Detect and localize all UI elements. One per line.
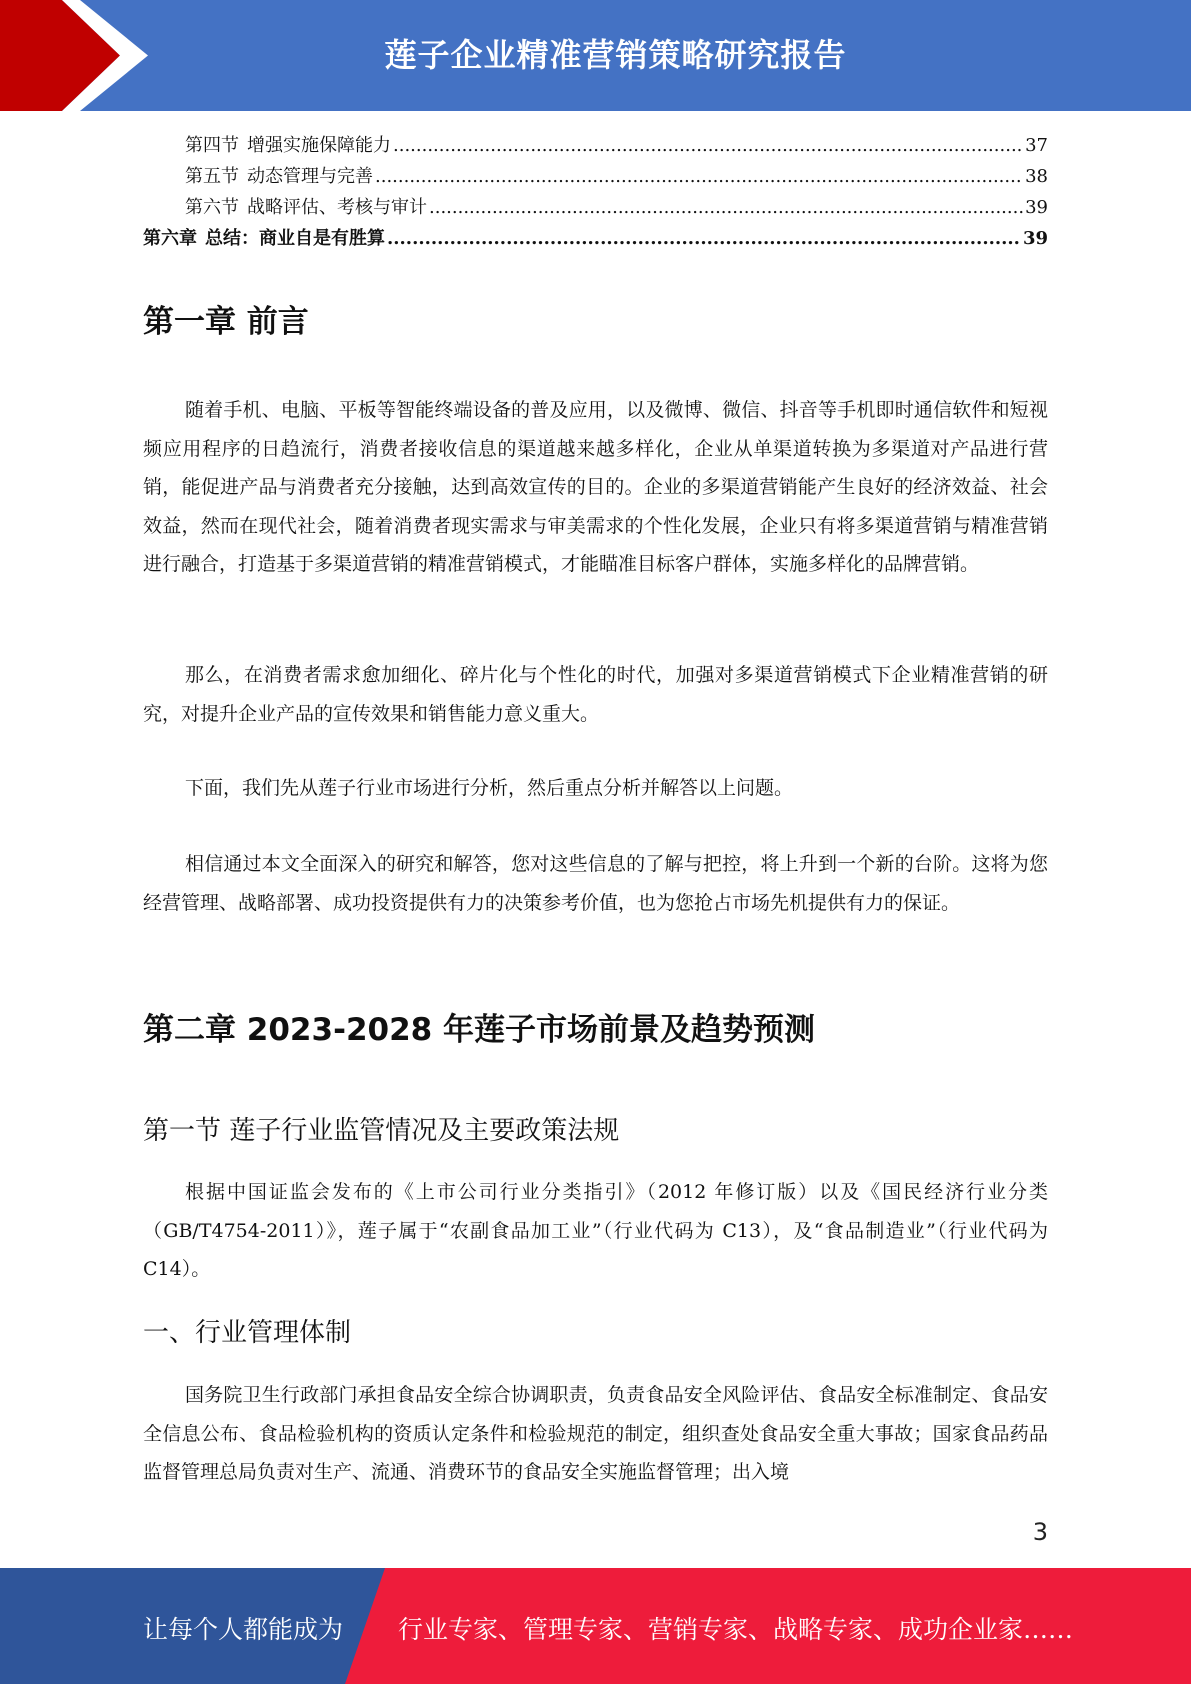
chapter-1-paragraph: 随着手机、电脑、平板等智能终端设备的普及应用，以及微博、微信、抖音等手机即时通信软件和短视频应用程序的日趋流行，消费者接收信息的渠道越来越多样化，企业从单渠道转换为多渠道对产品进行营销，能促进产品与消费者充分接触，达到高效宣传的目的。企业的多渠道营销能产生良好的经济效益、社会效益，然而在现代社会，随着消费者现实需求与审美需求的个性化发展，企业只有将多渠道营销与精准营销进行融合，打造基于多渠道营销的精准营销模式，才能瞄准目标客户群体，实施多样化的品牌营销。 [143, 399, 1048, 575]
footer-slogan-left: 让每个人都能成为 [143, 1615, 344, 1644]
toc-title: 动态管理与完善 [247, 166, 373, 187]
toc-entry[interactable] [143, 192, 1048, 223]
chapter-1-paragraph: 下面，我们先从莲子行业市场进行分析，然后重点分析并解答以上问题。 [185, 777, 794, 799]
toc-number: 第四节 [185, 135, 239, 156]
chapter-1-heading: 第一章 前言 [143, 304, 309, 340]
subsection-1-heading: 一、行业管理体制 [143, 1318, 352, 1348]
toc-page: 37 [1025, 135, 1048, 156]
toc-title: 战略评估、考核与审计 [247, 197, 427, 218]
toc-page: 39 [1025, 197, 1048, 218]
toc-leader [393, 130, 1023, 161]
chapter-2-heading: 第二章 2023-2028 年莲子市场前景及趋势预测 [143, 1012, 816, 1048]
toc-entry[interactable] [143, 161, 1048, 192]
toc-number: 第六节 [185, 197, 239, 218]
chapter-1-paragraph: 那么，在消费者需求愈加细化、碎片化与个性化的时代，加强对多渠道营销模式下企业精准营销的研究，对提升企业产品的宣传效果和销售能力意义重大。 [143, 664, 1048, 725]
section-1-paragraph: 根据中国证监会发布的《上市公司行业分类指引》（2012 年修订版）以及《国民经济行业分类（GB/T4754-2011）》，莲子属于“农副食品加工业”（行业代码为 C13），及“食品制造业”（行业代码为 C14）。 [143, 1181, 1048, 1280]
page-footer [0, 1568, 1191, 1684]
page-number: 3 [1032, 1518, 1048, 1546]
toc-page: 39 [1022, 228, 1048, 249]
toc-entry[interactable] [143, 130, 1048, 161]
toc-entry[interactable] [143, 223, 1048, 254]
toc-title: 增强实施保障能力 [247, 135, 391, 156]
page-header [0, 0, 1191, 111]
toc-page: 38 [1025, 166, 1048, 187]
chapter-1-paragraph: 相信通过本文全面深入的研究和解答，您对这些信息的了解与把控，将上升到一个新的台阶。这将为您经营管理、战略部署、成功投资提供有力的决策参考价值，也为您抢占市场先机提供有力的保证。 [143, 853, 1048, 914]
toc-leader [387, 223, 1021, 254]
toc-number: 第五节 [185, 166, 239, 187]
toc-leader [429, 192, 1023, 223]
table-of-contents [143, 130, 1048, 254]
report-title: 莲子企业精准营销策略研究报告 [384, 36, 847, 74]
subsection-1-paragraph: 国务院卫生行政部门承担食品安全综合协调职责，负责食品安全风险评估、食品安全标准制定、食品安全信息公布、食品检验机构的资质认定条件和检验规范的制定，组织查处食品安全重大事故；国家食品药品监督管理总局负责对生产、流通、消费环节的食品安全实施监督管理；出入境 [143, 1384, 1048, 1483]
toc-leader [375, 161, 1023, 192]
footer-slogan-right: 行业专家、管理专家、营销专家、战略专家、成功企业家…… [398, 1615, 1074, 1644]
section-1-heading: 第一节 莲子行业监管情况及主要政策法规 [143, 1116, 620, 1146]
toc-number: 第六章 [143, 228, 197, 249]
toc-title: 总结：商业自是有胜算 [205, 228, 385, 249]
